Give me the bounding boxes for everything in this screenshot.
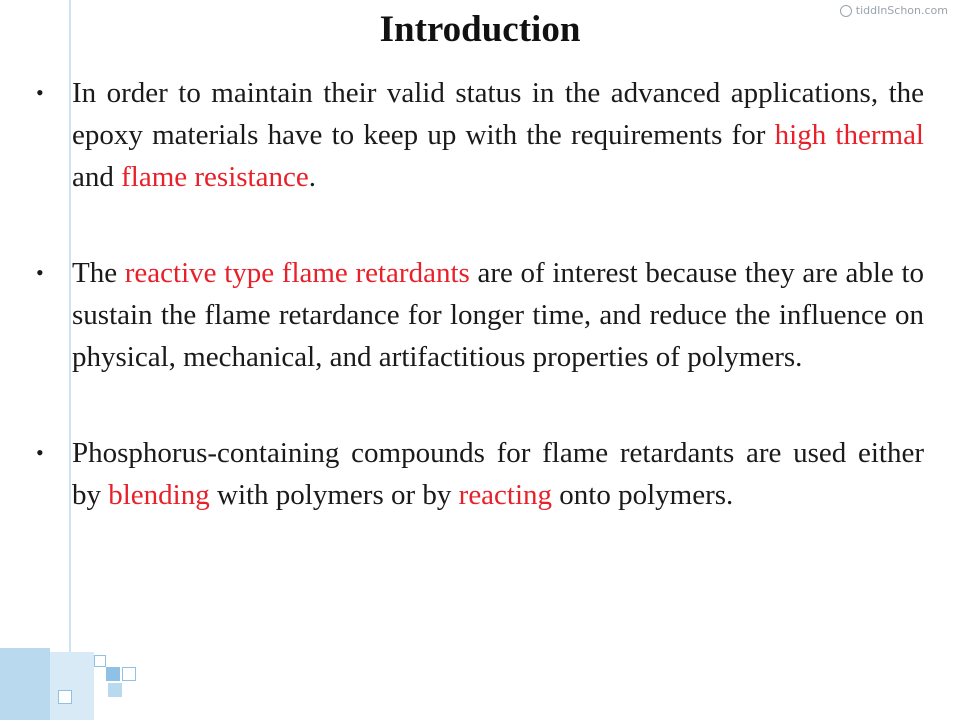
bullet-text: The xyxy=(72,257,125,289)
highlight-text: reactive type flame retardants xyxy=(124,257,470,289)
bullet-text: . xyxy=(308,161,316,193)
slide-title: Introduction xyxy=(379,9,581,50)
bullet-text: with polymers or by xyxy=(209,479,459,511)
watermark-text: tiddInSchon.com xyxy=(855,4,948,17)
left-rule-decoration xyxy=(69,0,71,720)
bullet-text: In order to maintain their valid status in the advanced applications, the epoxy materials have to keep up with the requirements for xyxy=(72,77,924,151)
corner-square-decoration xyxy=(106,667,120,681)
bullet-item-2 xyxy=(36,252,925,378)
bullet-dot-icon: • xyxy=(36,440,44,465)
highlight-text: high thermal xyxy=(774,119,924,151)
highlight-text: reacting xyxy=(458,479,553,511)
bullet-text: Phosphorus-containing compounds for flame retardants are used either by xyxy=(72,437,924,511)
highlight-text: blending xyxy=(108,479,210,511)
bullet-text: and xyxy=(72,161,122,193)
bullet-item-3 xyxy=(36,432,924,516)
corner-square-decoration xyxy=(50,652,94,720)
bullet-list xyxy=(36,72,925,570)
highlight-text: flame resistance xyxy=(121,161,309,193)
corner-square-decoration xyxy=(94,655,106,667)
bullet-text: onto polymers. xyxy=(552,479,734,511)
bullet-item-1 xyxy=(36,72,924,198)
corner-square-decoration xyxy=(108,683,122,697)
corner-square-decoration xyxy=(58,690,72,704)
corner-square-decoration xyxy=(0,648,50,720)
bullet-dot-icon: • xyxy=(36,260,44,285)
bullet-text: are of interest because they are able to sustain the flame retardance for longer time, and reduce the influence on physical, mechanical, and artifactitious properties of polymers. xyxy=(72,257,925,373)
corner-square-decoration xyxy=(122,667,136,681)
bullet-dot-icon: • xyxy=(36,80,44,105)
